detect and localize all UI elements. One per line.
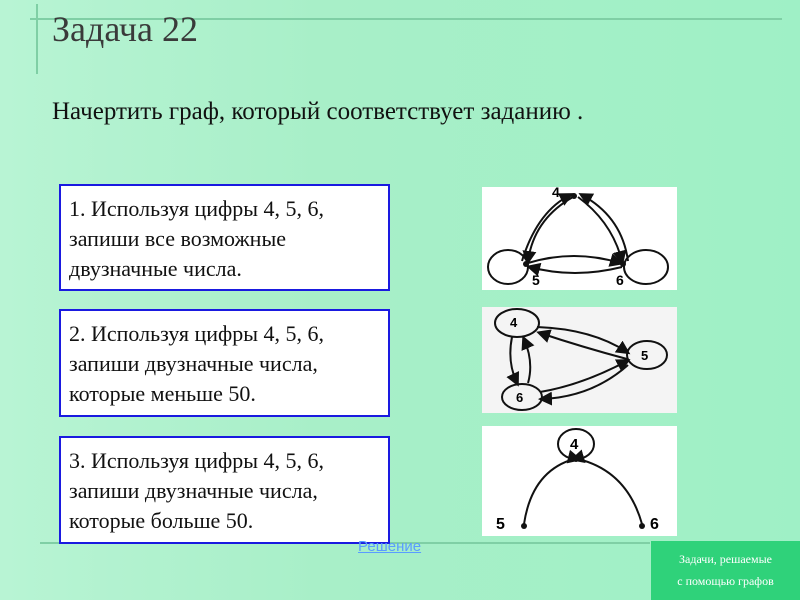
decor-line-left [36, 4, 38, 74]
solution-link[interactable]: Решение [358, 538, 422, 555]
slide-title: Задача 22 [52, 9, 198, 49]
topic-nav-line-2: с помощью графов [677, 574, 774, 588]
graph-3-image [482, 426, 677, 536]
graph-3-node-4: 4 [570, 436, 579, 453]
graph-2-node-5: 5 [641, 348, 649, 363]
graph-1-node-6: 6 [616, 272, 624, 288]
graph-2-node-6: 6 [516, 390, 524, 405]
graph-1-node-4: 4 [552, 187, 560, 200]
graph-2-node-4: 4 [510, 315, 518, 330]
graph-2-image [482, 307, 677, 413]
topic-nav-line-1: Задачи, решаемые [679, 552, 772, 566]
task-2-box: 2. Используя цифры 4, 5, 6, запиши двузначные числа, которые меньше 50. [59, 309, 390, 417]
task-1-box: 1. Используя цифры 4, 5, 6, запиши все возможные двузначные числа. [59, 184, 390, 291]
graph-3-node-6: 6 [650, 516, 659, 533]
graph-1-node-5: 5 [532, 272, 540, 288]
graph-1-image [482, 187, 677, 290]
graph-3-node-5: 5 [496, 516, 505, 533]
topic-nav-button[interactable] [651, 541, 800, 600]
slide-subtitle: Начертить граф, который соответствует заданию . [52, 98, 584, 125]
task-3-box: 3. Используя цифры 4, 5, 6, запиши двузначные числа, которые больше 50. [59, 436, 390, 544]
